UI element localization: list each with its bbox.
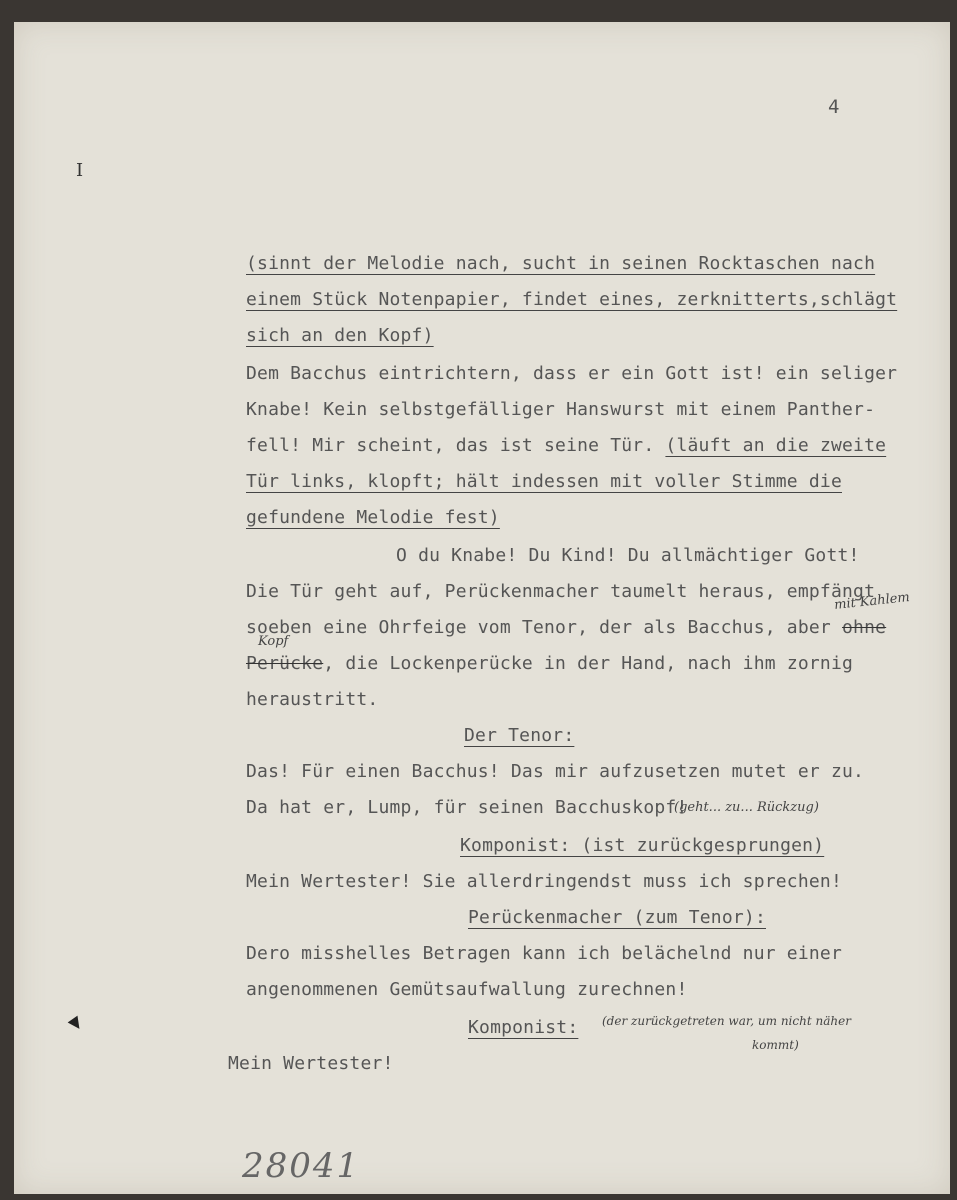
text-line-6: fell! Mir scheint, das ist seine Tür. (läuft an die zweite bbox=[246, 435, 887, 456]
archive-number: 28041 bbox=[242, 1146, 361, 1186]
text-line-4: Dem Bacchus eintrichtern, dass er ein Gott ist! ein seliger bbox=[246, 363, 898, 384]
text-line-8: gefundene Melodie fest) bbox=[246, 507, 500, 528]
text-line-13: heraustritt. bbox=[246, 689, 379, 710]
text-line-5: Knabe! Kein selbstgefälliger Hanswurst mit einem Panther- bbox=[246, 399, 876, 420]
text-line-7: Tür links, klopft; hält indessen mit voller Stimme die bbox=[246, 471, 842, 492]
speaker-komponist-2: Komponist: bbox=[468, 1017, 579, 1038]
handwritten-note-2a: (der zurückgetreten war, um nicht näher bbox=[602, 1014, 851, 1028]
text-line-9: O du Knabe! Du Kind! Du allmächtiger Gott! bbox=[396, 545, 860, 566]
text-line-1: (sinnt der Melodie nach, sucht in seinen Rocktaschen nach bbox=[246, 253, 876, 274]
text-line-2: einem Stück Notenpapier, findet eines, zerknitterts,schlägt bbox=[246, 289, 898, 310]
page-number: 4 bbox=[828, 96, 840, 118]
handwritten-note-1: (geht... zu... Rückzug) bbox=[674, 800, 819, 815]
handwritten-insertion-1: mit Kahlem bbox=[833, 590, 911, 613]
text-line-17: Dero misshelles Betragen kann ich belächelnd nur einer bbox=[246, 943, 842, 964]
text-line-18: angenommenen Gemütsaufwallung zurechnen! bbox=[246, 979, 688, 1000]
text-line-15: Da hat er, Lump, für seinen Bacchuskopf! bbox=[246, 797, 688, 818]
handwritten-note-2b: kommt) bbox=[752, 1038, 799, 1052]
text-line-19: Mein Wertester! bbox=[228, 1053, 394, 1074]
text-line-10: Die Tür geht auf, Perückenmacher taumelt heraus, empfängt bbox=[246, 581, 876, 602]
margin-arrow-icon bbox=[68, 1016, 85, 1033]
document-page bbox=[14, 22, 950, 1194]
handwritten-insertion-2: Kopf bbox=[258, 634, 289, 649]
speaker-der-tenor: Der Tenor: bbox=[464, 725, 575, 746]
text-line-3: sich an den Kopf) bbox=[246, 325, 434, 346]
margin-mark: I bbox=[76, 160, 84, 181]
text-line-16: Mein Wertester! Sie allerdringendst muss ich sprechen! bbox=[246, 871, 842, 892]
text-line-12: Perücke, die Lockenperücke in der Hand, nach ihm zornig bbox=[246, 653, 854, 674]
text-line-11: soeben eine Ohrfeige vom Tenor, der als Bacchus, aber ohne bbox=[246, 617, 887, 638]
speaker-perueckenmacher: Perückenmacher (zum Tenor): bbox=[468, 907, 766, 928]
text-line-14: Das! Für einen Bacchus! Das mir aufzusetzen mutet er zu. bbox=[246, 761, 865, 782]
speaker-komponist-1: Komponist: (ist zurückgesprungen) bbox=[460, 835, 825, 856]
